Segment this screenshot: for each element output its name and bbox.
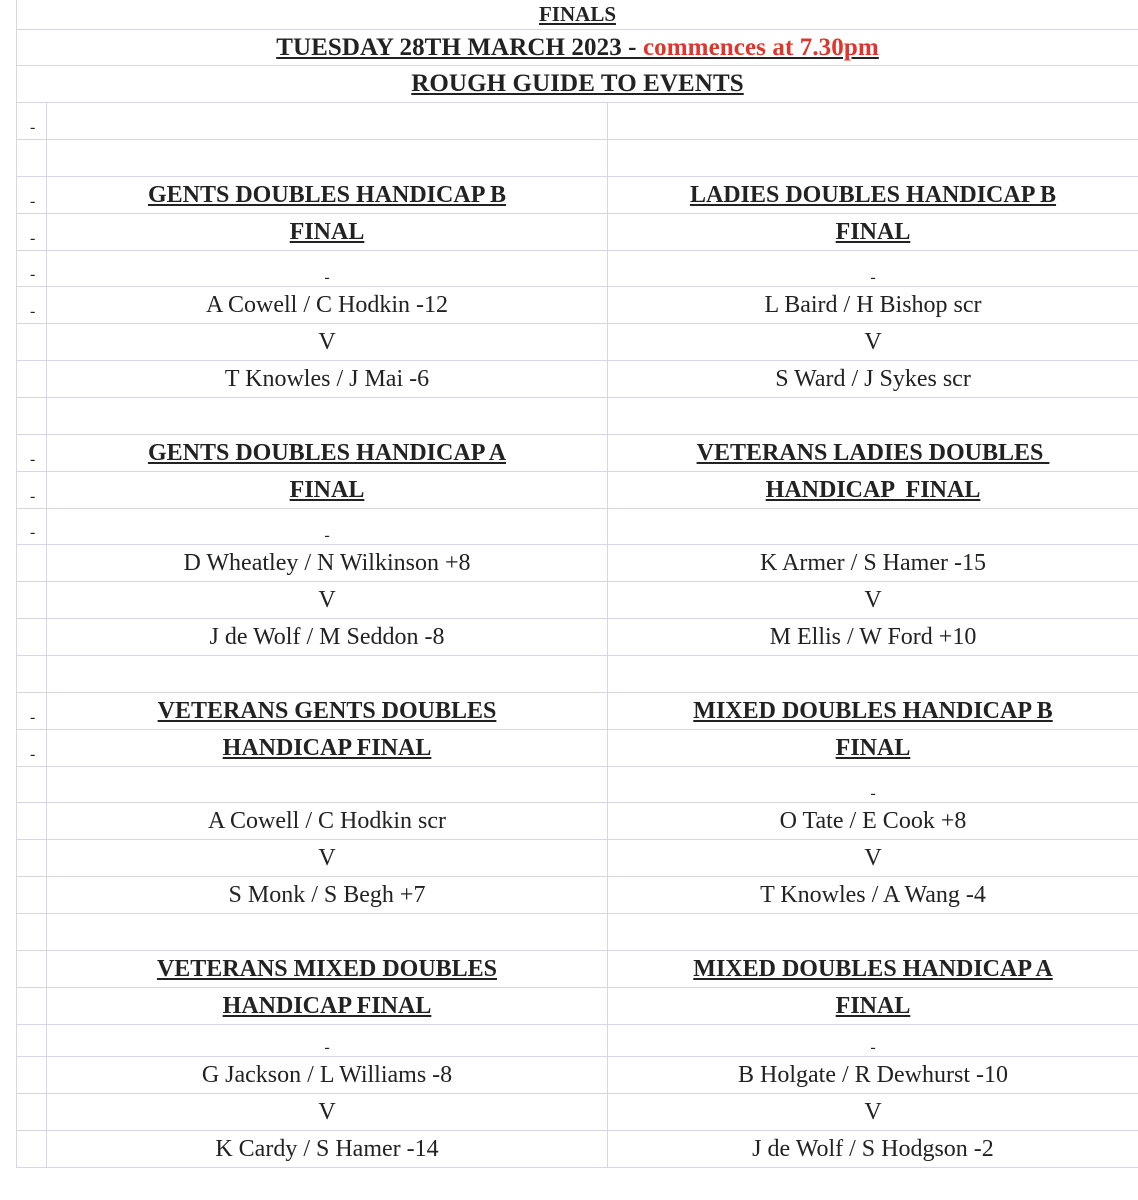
cell-marker: - [324, 1039, 330, 1056]
spacer-row [16, 140, 1138, 177]
team-row [16, 803, 1138, 840]
team-row [16, 361, 1138, 398]
event-title-right: HANDICAP FINAL [765, 476, 981, 503]
event-title-left: HANDICAP FINAL [222, 992, 432, 1019]
page-subtitle: ROUGH GUIDE TO EVENTS [411, 70, 744, 97]
event-title-left: VETERANS GENTS DOUBLES [157, 697, 497, 724]
row-marker: - [30, 266, 36, 283]
versus-row [16, 582, 1138, 619]
team-right: K Armer / S Hamer -15 [760, 549, 986, 576]
event-title-left: VETERANS MIXED DOUBLES [156, 955, 498, 982]
event-title-right: FINAL [835, 218, 911, 245]
row-marker: - [30, 303, 36, 320]
event-title-right: MIXED DOUBLES HANDICAP B [693, 697, 1053, 724]
versus-left: V [318, 844, 336, 871]
spacer-row [16, 398, 1138, 435]
date-text: TUESDAY 28TH MARCH 2023 - [276, 33, 643, 61]
team-left: K Cardy / S Hamer -14 [215, 1135, 439, 1162]
versus-row [16, 1094, 1138, 1131]
event-title-row [16, 214, 1138, 251]
spreadsheet [16, 0, 1138, 1168]
header-row-finals [16, 0, 1138, 30]
event-title-row [16, 177, 1138, 214]
event-title-row [16, 951, 1138, 988]
event-title-right: LADIES DOUBLES HANDICAP B [689, 181, 1057, 208]
team-left: D Wheatley / N Wilkinson +8 [183, 549, 471, 576]
spacer-row [16, 656, 1138, 693]
versus-left: V [318, 328, 336, 355]
team-row [16, 1057, 1138, 1094]
marker-row [16, 251, 1138, 287]
header-row-date [16, 30, 1138, 66]
row-marker: - [30, 193, 36, 210]
event-title-left: FINAL [289, 476, 365, 503]
spacer-row [16, 103, 1138, 140]
row-marker: - [30, 488, 36, 505]
team-right: O Tate / E Cook +8 [779, 807, 967, 834]
versus-row [16, 840, 1138, 877]
team-left: T Knowles / J Mai -6 [224, 365, 430, 392]
start-time: commences at 7.30pm [642, 33, 879, 61]
event-title-left: FINAL [289, 218, 365, 245]
versus-left: V [318, 586, 336, 613]
versus-right: V [864, 328, 882, 355]
page-title: FINALS [538, 2, 617, 26]
versus-right: V [864, 1098, 882, 1125]
event-title-row [16, 988, 1138, 1025]
versus-row [16, 324, 1138, 361]
header-row-subtitle [16, 66, 1138, 103]
team-left: A Cowell / C Hodkin scr [208, 807, 446, 834]
cell-marker: - [870, 785, 876, 802]
event-title-row [16, 693, 1138, 730]
spacer-row [16, 914, 1138, 951]
event-title-right: FINAL [835, 734, 911, 761]
event-title-row [16, 435, 1138, 472]
versus-left: V [318, 1098, 336, 1125]
team-row [16, 877, 1138, 914]
cell-marker: - [870, 269, 876, 286]
row-marker: - [30, 230, 36, 247]
marker-row [16, 1025, 1138, 1057]
event-title-right: MIXED DOUBLES HANDICAP A [693, 955, 1053, 982]
versus-right: V [864, 586, 882, 613]
versus-right: V [864, 844, 882, 871]
row-marker: - [30, 119, 36, 136]
event-title-row [16, 730, 1138, 767]
event-title-left: GENTS DOUBLES HANDICAP B [147, 181, 507, 208]
event-title-row [16, 472, 1138, 509]
marker-row [16, 767, 1138, 803]
team-right: T Knowles / A Wang -4 [760, 881, 986, 908]
row-marker: - [30, 524, 36, 541]
event-date [276, 34, 879, 62]
cell-marker: - [324, 527, 330, 544]
team-left: G Jackson / L Williams -8 [201, 1061, 453, 1088]
team-right: M Ellis / W Ford +10 [769, 623, 977, 650]
row-marker: - [30, 746, 36, 763]
cell-marker: - [324, 269, 330, 286]
team-left: A Cowell / C Hodkin -12 [205, 291, 448, 318]
cell-marker: - [870, 1039, 876, 1056]
team-right: B Holgate / R Dewhurst -10 [738, 1061, 1008, 1088]
team-row [16, 287, 1138, 324]
event-title-left: GENTS DOUBLES HANDICAP A [147, 439, 507, 466]
team-left: J de Wolf / M Seddon -8 [209, 623, 445, 650]
team-row [16, 545, 1138, 582]
team-left: S Monk / S Begh +7 [228, 881, 426, 908]
team-row [16, 619, 1138, 656]
row-marker: - [30, 451, 36, 468]
event-title-right: VETERANS LADIES DOUBLES [696, 439, 1050, 466]
event-title-left: HANDICAP FINAL [222, 734, 432, 761]
marker-row [16, 509, 1138, 545]
team-right: S Ward / J Sykes scr [775, 365, 971, 392]
row-marker: - [30, 709, 36, 726]
team-row [16, 1131, 1138, 1168]
team-right: J de Wolf / S Hodgson -2 [752, 1135, 994, 1162]
event-title-right: FINAL [835, 992, 911, 1019]
team-right: L Baird / H Bishop scr [764, 291, 982, 318]
